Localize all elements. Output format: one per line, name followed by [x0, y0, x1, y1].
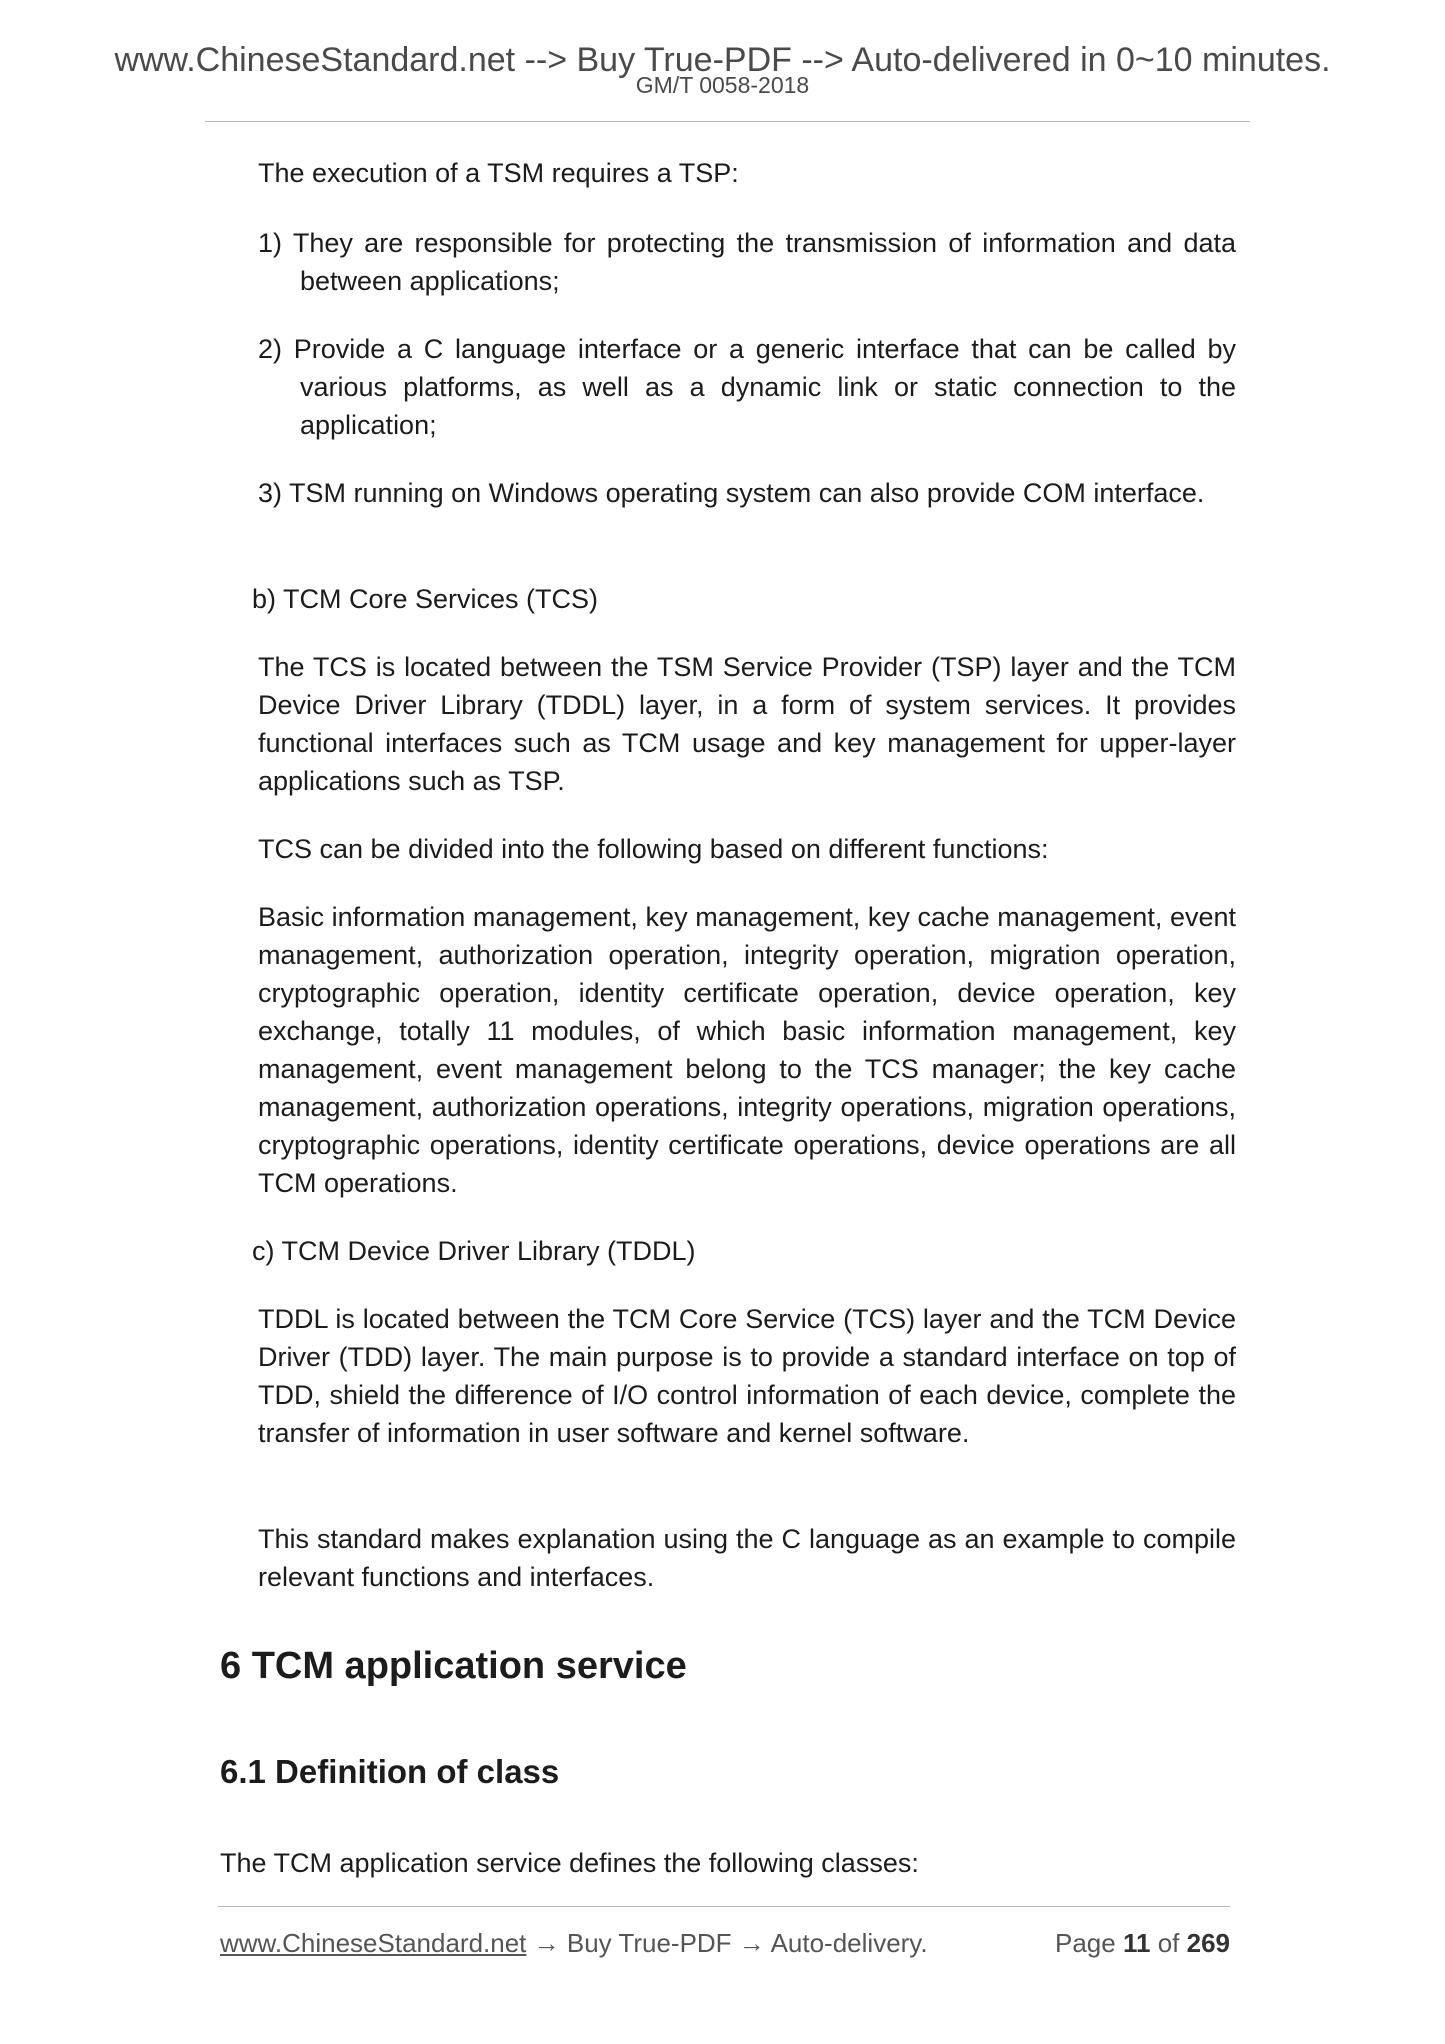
tddl-paragraph: TDDL is located between the TCM Core Service (TCS) layer and the TCM Device Driver (TDD) layer. The main purpose is to provide a standard interface on top of TDD, shield the difference of I/O control information of each device, complete the transfer of information in user software and kernel software. [258, 1304, 1236, 1448]
subsection-c-heading: c) TCM Device Driver Library (TDDL) [252, 1236, 696, 1266]
site-banner: www.ChineseStandard.net --> Buy True-PDF --> Auto-delivered in 0~10 minutes. [114, 41, 1331, 79]
page-label: Page [1054, 1928, 1116, 1958]
tcs-location-paragraph: The TCS is located between the TSM Service Provider (TSP) layer and the TCM Device Driver Library (TDDL) layer, in a form of system services. It provides functional interfaces such as TCM usage and key management for upper-layer applications such as TSP. [258, 652, 1236, 796]
standard-code: GM/T 0058-2018 [635, 72, 810, 98]
header-divider [205, 121, 1250, 122]
footer-tagline: → Buy True-PDF → Auto-delivery. [526, 1928, 928, 1958]
footer-divider [218, 1906, 1230, 1907]
tcs-modules-paragraph: Basic information management, key management, key cache management, event management, authorization operation, integrity operation, migration operation, cryptographic operation, identity certificate operation, device operation, key exchange, totally 11 modules, of which basic information management, key management, event management belong to the TCS manager; the key cache management, authorization operations, integrity operations, migration operations, cryptographic operations, identity certificate operations, device operations are all TCM operations. [258, 902, 1236, 1198]
page-of: of [1157, 1928, 1180, 1958]
standard-paragraph: This standard makes explanation using the C language as an example to compile relevant functions and interfaces. [258, 1524, 1236, 1592]
footer-site-link[interactable]: www.ChineseStandard.net [220, 1928, 527, 1958]
classes-paragraph: The TCM application service defines the following classes: [220, 1848, 919, 1878]
list-item-2: 2) Provide a C language interface or a generic interface that can be called by various platforms, as well as a dynamic link or static connection to the application; [258, 334, 1236, 440]
section-6-1-heading: 6.1 Definition of class [220, 1753, 560, 1790]
page-current: 11 [1122, 1928, 1151, 1958]
list-item-1: 1) They are responsible for protecting the transmission of information and data between applications; [258, 228, 1236, 296]
page-indicator [1055, 1926, 1230, 1960]
section-6-heading: 6 TCM application service [220, 1645, 687, 1687]
page-total: 269 [1186, 1928, 1230, 1958]
list-item-3: 3) TSM running on Windows operating system can also provide COM interface. [258, 478, 1205, 508]
tcs-divided-paragraph: TCS can be divided into the following based on different functions: [258, 834, 1049, 864]
subsection-b-heading: b) TCM Core Services (TCS) [252, 584, 599, 614]
page-footer [220, 1926, 1230, 1960]
tsp-intro-paragraph: The execution of a TSM requires a TSP: [258, 158, 739, 188]
